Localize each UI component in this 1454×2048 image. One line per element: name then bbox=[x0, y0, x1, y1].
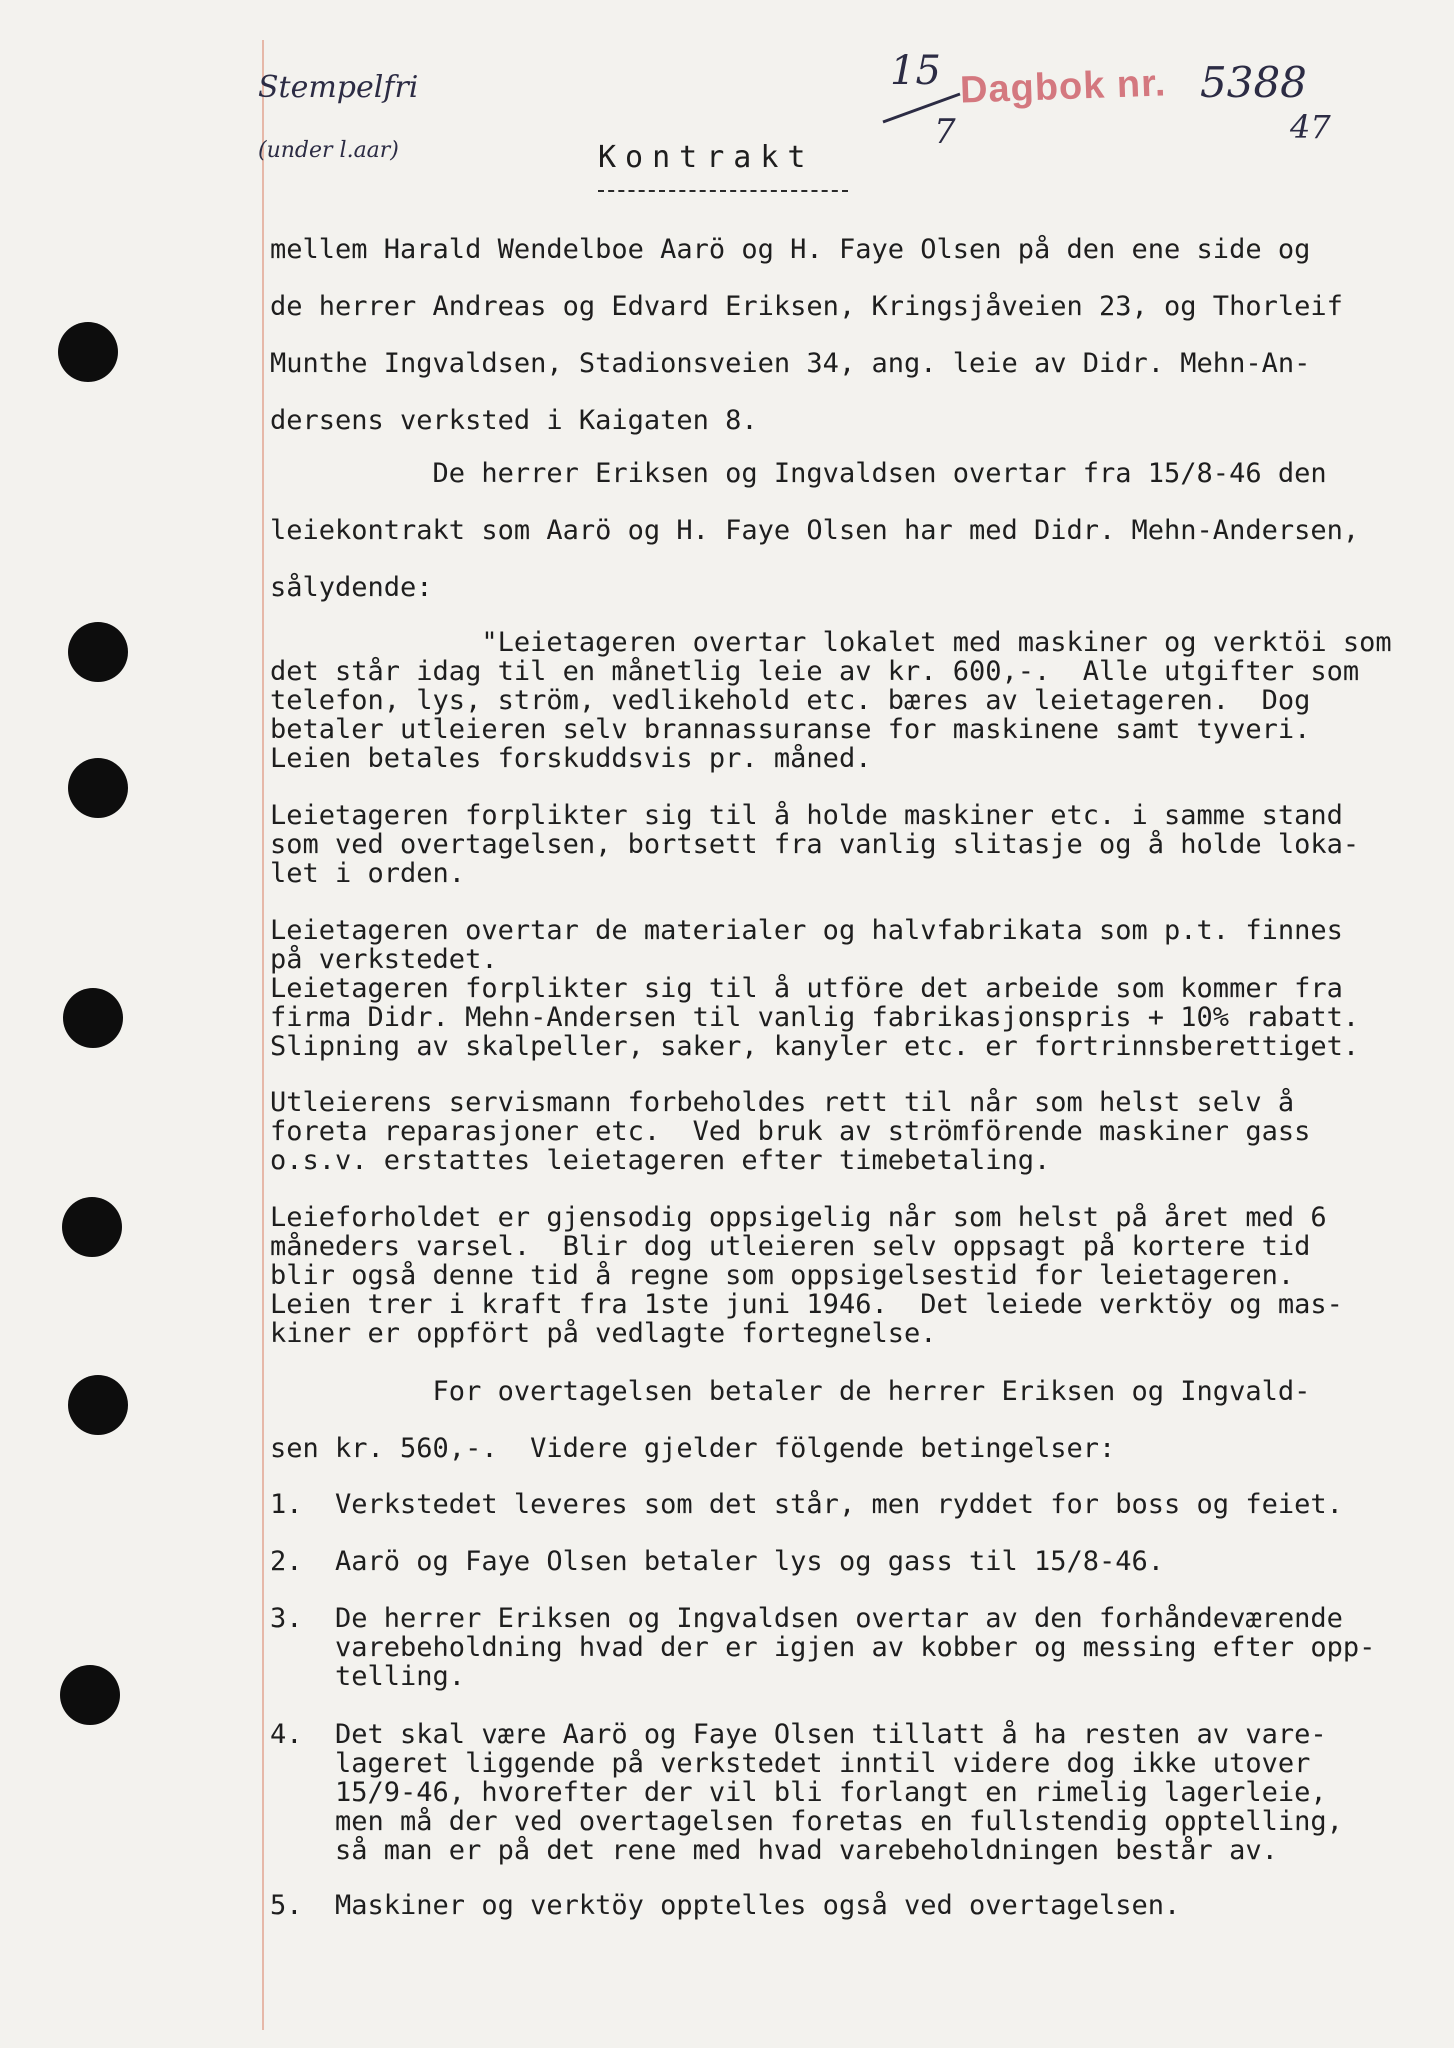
date-month: 7 bbox=[934, 112, 956, 152]
intro-paragraph: mellem Harald Wendelboe Aarö og H. Faye Olsen på den ene side og de herrer Andreas og Edvard Eriksen, Kringsjåveien 23, og Thorleif Munthe Ingvaldsen, Stadionsveien 34, ang. leie av Didr. Mehn-An- dersens verksted i Kaigaten 8. bbox=[270, 234, 1343, 436]
stamp-free-note: Stempelfri bbox=[258, 70, 419, 105]
punch-hole bbox=[60, 1665, 120, 1725]
dagbok-year: 47 bbox=[1290, 108, 1331, 146]
condition-4: 4. Det skal være Aarö og Faye Olsen tillatt å ha resten av vare- lageret liggende på verkstedet inntil videre dog ikke utover 15/9-46, hvorefter der vil bli forlangt en rimelig lagerleie, men må der ved overtagelsen foretas en fullstendig opptelling, så man er på det rene med hvad varebeholdningen består av. bbox=[270, 1719, 1343, 1866]
dagbok-number: 5388 bbox=[1200, 58, 1307, 107]
punch-hole bbox=[68, 758, 128, 818]
condition-3: 3. De herrer Eriksen og Ingvaldsen overtar av den forhåndeværende varebeholdning hvad der er igjen av kobber og messing efter opp- telling. bbox=[270, 1603, 1376, 1692]
quoted-clause-materials: Leietageren overtar de materialer og halvfabrikata som p.t. finnes på verkstedet. Leietageren forplikter sig til å utföre det arbeide som kommer fra firma Didr. Mehn-Andersen til vanlig fabrikasjonspris + 10% rabatt. Slipning av skalpeller, saker, kanyler etc. er fortrinnsberettiget. bbox=[270, 915, 1360, 1062]
condition-1: 1. Verkstedet leveres som det står, men ryddet for boss og feiet. bbox=[270, 1489, 1343, 1520]
quoted-clause-service: Utleierens servismann forbeholdes rett til når som helst selv å foreta reparasjoner etc. Ved bruk av strömförende maskiner gass o.s.v. erstattes leietageren efter timebetaling. bbox=[270, 1087, 1311, 1176]
margin-line bbox=[262, 40, 264, 2030]
document-title: Kontrakt bbox=[598, 140, 815, 175]
punch-hole bbox=[63, 988, 123, 1048]
takeover-paragraph: De herrer Eriksen og Ingvaldsen overtar fra 15/8-46 den leiekontrakt som Aarö og H. Faye Olsen har med Didr. Mehn-Andersen, sålydende: bbox=[270, 458, 1360, 603]
title-underline bbox=[598, 190, 848, 192]
punch-hole bbox=[68, 622, 128, 682]
quoted-clause-termination: Leieforholdet er gjensodig oppsigelig når som helst på året med 6 måneders varsel. Blir dog utleieren selv oppsagt på kortere tid blir også denne tid å regne som oppsigelsestid for leietageren. Leien trer i kraft fra 1ste juni 1946. Det leiede verktöy og mas- kiner er oppfört på vedlagte fortegnelse. bbox=[270, 1202, 1343, 1349]
quoted-clause-maintenance: Leietageren forplikter sig til å holde maskiner etc. i samme stand som ved overtagelsen, bortsett fra vanlig slitasje og å holde loka- let i orden. bbox=[270, 800, 1360, 889]
quoted-clause-rent: "Leietageren overtar lokalet med maskiner og verktöi som det står idag til en månetlig leie av kr. 600,-. Alle utgifter som telefon, lys, ström, vedlikehold etc. bæres av leietageren. Dog betaler utleieren selv brannassuranse for maskinene samt tyveri. Leien betales forskuddsvis pr. måned. bbox=[270, 627, 1392, 774]
punch-hole bbox=[62, 1197, 122, 1257]
condition-5: 5. Maskiner og verktöy opptelles også ved overtagelsen. bbox=[270, 1890, 1181, 1921]
under-note: (under l.aar) bbox=[258, 138, 399, 163]
dagbok-stamp: Dagbok nr. bbox=[959, 62, 1168, 112]
punch-hole bbox=[68, 1375, 128, 1435]
condition-2: 2. Aarö og Faye Olsen betaler lys og gass til 15/8-46. bbox=[270, 1546, 1165, 1577]
payment-paragraph: For overtagelsen betaler de herrer Eriksen og Ingvald- sen kr. 560,-. Videre gjelder fölgende betingelser: bbox=[270, 1376, 1311, 1464]
date-day: 15 bbox=[890, 48, 941, 94]
punch-hole bbox=[58, 322, 118, 382]
